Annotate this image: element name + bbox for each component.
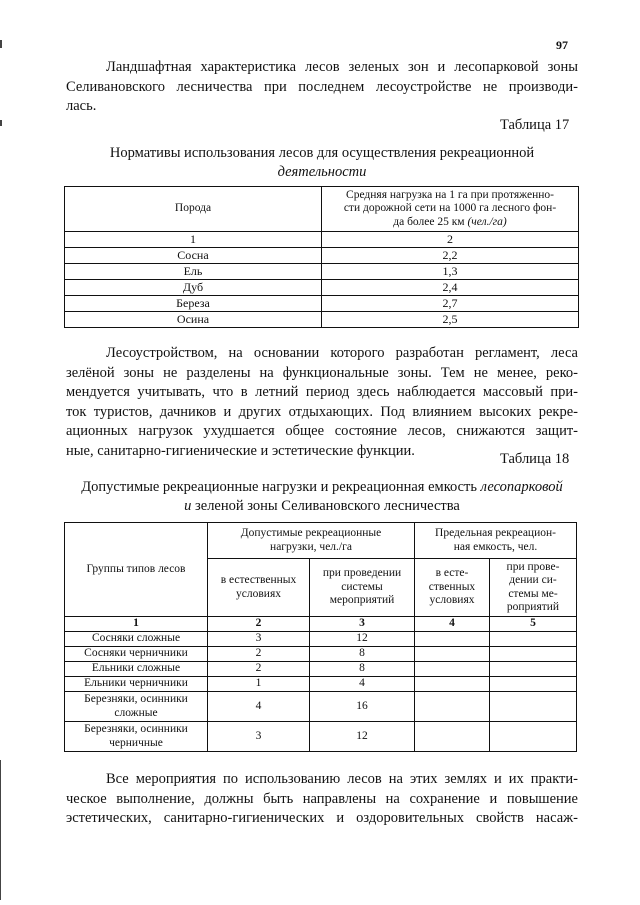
table-row: Сосняки черничники 2 8 (65, 647, 577, 662)
table18-colnum: 3 (310, 617, 415, 632)
table18-header-natural: в естественных условиях (208, 559, 310, 617)
text-line: Ландшафтная характеристика лесов зеленых зон и лесопарковой зоны (106, 59, 578, 75)
text-line: ческое выполнение, должны быть направлены на сохранение и повышение (66, 790, 578, 807)
table17-title-line2: деятельности (277, 164, 367, 180)
table-row: Дуб 2,4 (65, 280, 579, 296)
text-line: ные, санитарно-гигиенические и эстетические функции. (66, 442, 415, 459)
page-number: 97 (556, 38, 568, 52)
table17-header-load: Средняя нагрузка на 1 га при протяженно- сти дорожной сети на 1000 га лесного фон- да более 25 км (чел./га) (322, 187, 579, 232)
text-line: Все мероприятия по использованию лесов на этих землях и их практи- (106, 771, 578, 787)
table18-header-group: Группы типов лесов (65, 523, 208, 617)
middle-paragraph (66, 344, 578, 462)
text-line: зелёной зоны не разделены на функциональные зоны. Тем не менее, реко- (66, 364, 578, 381)
table-row: Береза 2,7 (65, 296, 579, 312)
text-line: Лесоустройством, на основании которого разработан регламент, леса (106, 345, 578, 361)
text-line: лась. (66, 98, 97, 115)
table-row: Сосна 2,2 (65, 248, 579, 264)
scan-edge-mark (0, 40, 2, 48)
table18-colnum: 2 (208, 617, 310, 632)
table18-title-line2: и зеленой зоны Селивановского лесничества (184, 498, 460, 514)
text-line: мендуется учитывать, что в летний период здесь наблюдается массовый при- (66, 384, 578, 401)
table-row: Ель 1,3 (65, 264, 579, 280)
table18-title-line1: Допустимые рекреационные нагрузки и рекреационная емкость лесопарковой (81, 479, 563, 495)
scan-edge-mark (0, 120, 2, 126)
table17-colnum: 2 (322, 232, 579, 248)
table18-colnum: 5 (490, 617, 577, 632)
table17-colnum: 1 (65, 232, 322, 248)
text-line: ационных нагрузок ухудшается общее состояние лесов, снижаются защит- (66, 423, 578, 440)
table18-header-measures: при проведении системы мероприятий (310, 559, 415, 617)
table18 (64, 522, 577, 752)
table18-header-capacity: Предельная рекреацион- ная емкость, чел. (415, 523, 577, 559)
table18-header-cap-natural: в есте- ственных условиях (415, 559, 490, 617)
table17-label: Таблица 17 (500, 117, 570, 133)
table17 (64, 186, 579, 328)
table18-label: Таблица 18 (500, 451, 570, 467)
table18-header-allowed: Допустимые рекреационные нагрузки, чел./га (208, 523, 415, 559)
table-row: Ельники черничники 1 4 (65, 677, 577, 692)
table-row: Осина 2,5 (65, 312, 579, 328)
final-paragraph (66, 770, 578, 829)
text-line: эстетических, санитарно-гигиенических и оздоровительных свойств насаж- (66, 810, 578, 827)
text-line: ток туристов, дачников и других отдыхающих. Под влиянием высоких рекре- (66, 403, 578, 420)
scan-edge-mark (0, 760, 1, 900)
table-row: Березняки, осинники сложные 4 16 (65, 692, 577, 722)
table-row: Березняки, осинники черничные 3 12 (65, 722, 577, 752)
intro-paragraph (66, 58, 578, 117)
table-row: Сосняки сложные 3 12 (65, 632, 577, 647)
table18-colnum: 4 (415, 617, 490, 632)
table18-header-cap-measures: при прове- дении си- стемы ме- роприятий (490, 559, 577, 617)
table18-title (66, 478, 578, 516)
text-line: Селивановского лесничества при последнем лесоустройстве не производи- (66, 78, 578, 95)
table17-header-species: Порода (65, 187, 322, 232)
table18-colnum: 1 (65, 617, 208, 632)
table17-title (66, 144, 578, 182)
table-row: Ельники сложные 2 8 (65, 662, 577, 677)
table17-title-line1: Нормативы использования лесов для осуществления рекреационной (109, 145, 535, 161)
